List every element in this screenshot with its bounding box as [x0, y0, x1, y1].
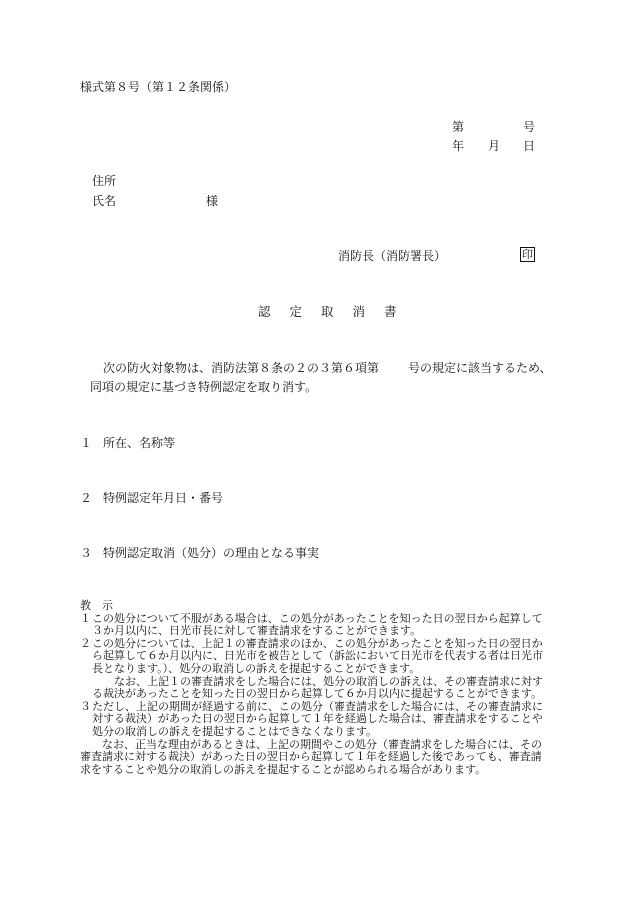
seal-mark: 印: [522, 248, 533, 261]
item-2-label: 特例認定年月日・番号: [103, 491, 224, 505]
notice-item-3-text: ただし、上記の期間が経過する前に、この処分（審査請求をした場合には、その審査請求に対する裁決）があった日の翌日から起算して１年を経過した場合は、審査請求をすることや処分の取消しの訴えを提起することはできなくなります。: [92, 699, 543, 738]
notice-item-2: [80, 638, 550, 676]
notice-item-1: [80, 613, 550, 638]
item-2-number: ２: [80, 491, 93, 505]
notice-item-1-number: １: [80, 611, 91, 625]
form-number: 様式第８号（第１２条関係）: [80, 80, 237, 94]
date-month: 月: [488, 139, 501, 153]
item-3-label: 特例認定取消（処分）の理由となる事実: [103, 546, 320, 560]
honorific: 様: [206, 194, 219, 208]
notice-item-2-text: この処分については、上記１の審査請求のほか、この処分があったことを知った日の翌日から起算して６か月以内に、日光市を被告として（訴訟において日光市を代表する者は日光市長となります。）、処分の取消しの訴えを提起することができます。: [92, 636, 543, 675]
item-3-number: ３: [80, 546, 93, 560]
notice-section: [80, 600, 550, 776]
notice-item-3: [80, 701, 550, 739]
notice-item-3-number: ３: [80, 699, 91, 713]
notice-item-2-number: ２: [80, 636, 91, 650]
notice-item-2-note: なお、上記１の審査請求をした場合には、処分の取消しの訴えは、その審査請求に対する裁決があったことを知った日の翌日から起算して６か月以内に提起することができます。: [92, 674, 543, 701]
body-line-1: 次の防火対象物は、消防法第８条の２の３第６項第: [103, 361, 380, 375]
date-day: 日: [523, 139, 536, 153]
notice-item-1-text: この処分について不服がある場合は、この処分があったことを知った日の翌日から起算して３か月以内に、日光市長に対して審査請求をすることができます。: [92, 611, 543, 638]
item-1-number: １: [80, 436, 93, 450]
document-number-prefix: 第: [452, 120, 465, 134]
date-year: 年: [452, 139, 465, 153]
address-label: 住所: [92, 174, 117, 188]
notice-item-3-note: なお、正当な理由があるときは、上記の期間やこの処分（審査請求をした場合には、その審査請求に対する裁決）があった日の翌日から起算して１年を経過した後であっても、審査請求をすることや処分の取消しの訴えを提起することが認められる場合があります。: [80, 737, 542, 776]
document-title: 認定取消書: [258, 304, 416, 319]
issuer-title: 消防長（消防署長）: [338, 249, 447, 263]
notice-heading: 教 示: [80, 599, 113, 612]
item-1-label: 所在、名称等: [103, 436, 176, 450]
name-label: 氏名: [92, 194, 117, 208]
body-line-1-end: 号の規定に該当するため、: [408, 361, 552, 375]
document-number-suffix: 号: [523, 120, 536, 134]
body-line-2: 同項の規定に基づき特例認定を取り消す。: [90, 380, 318, 394]
